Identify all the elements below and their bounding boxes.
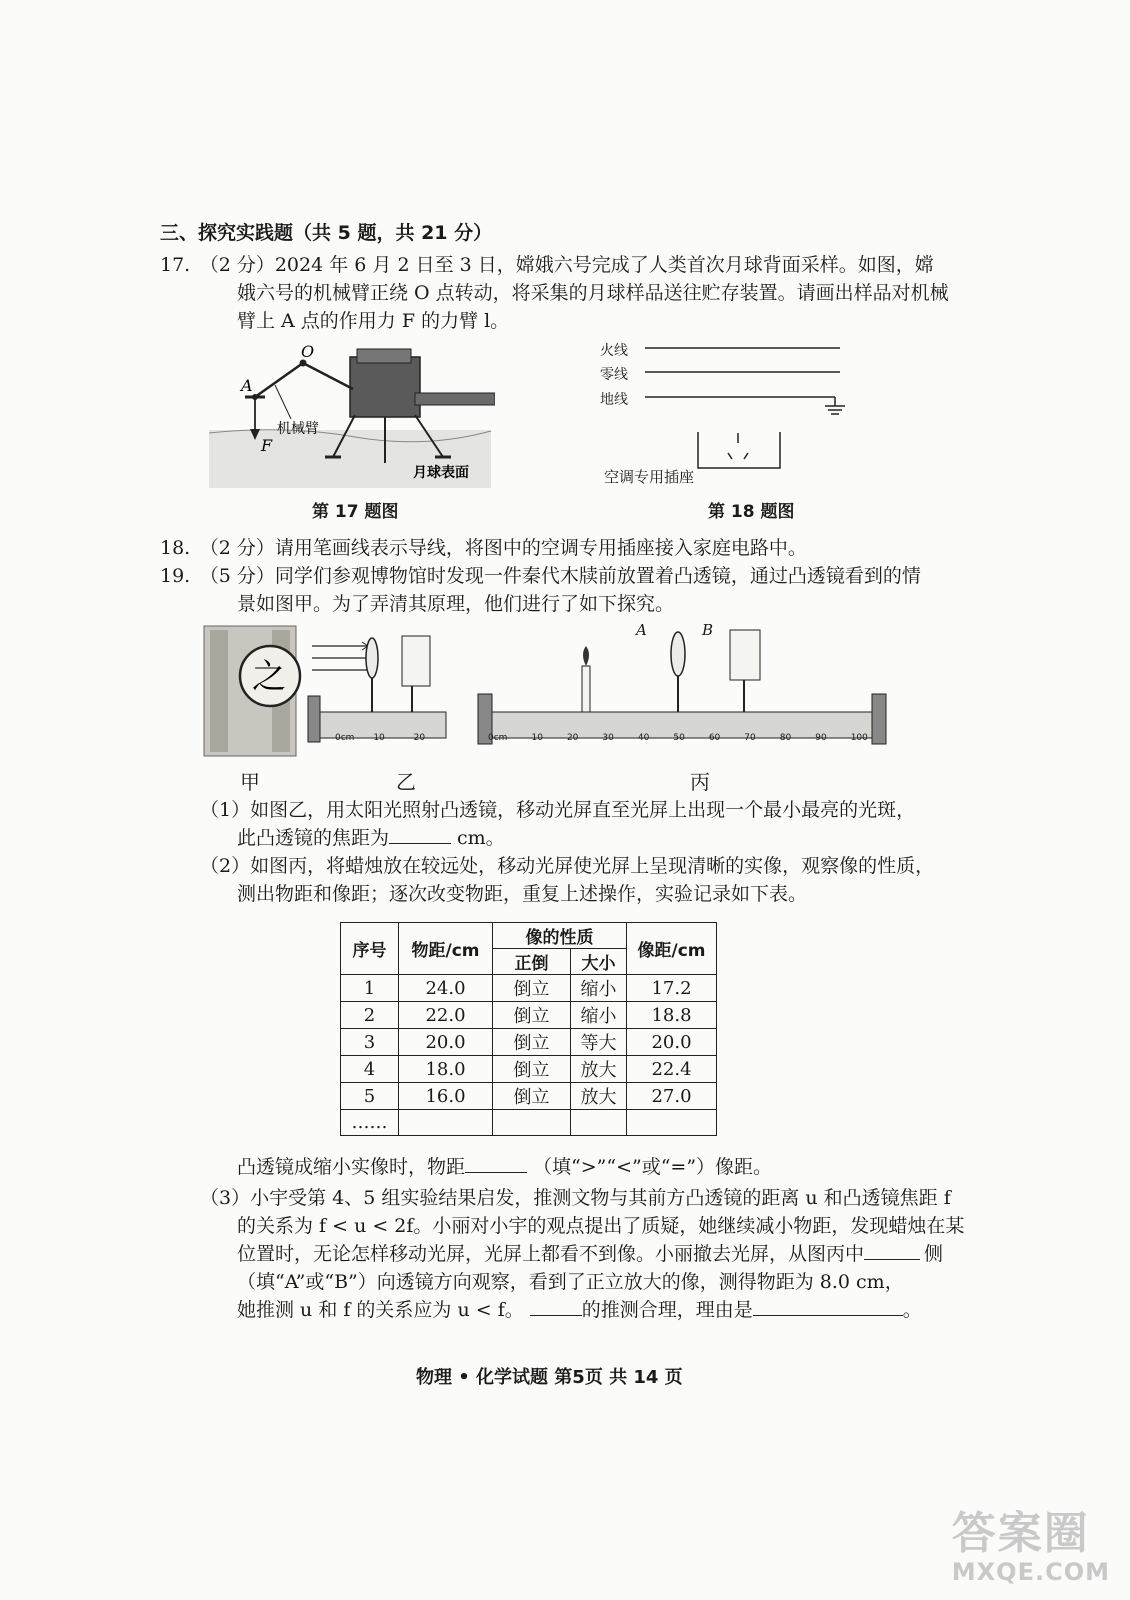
q19-part3-line-1: （3）小宇受第 4、5 组实验结果启发，推测文物与其前方凸透镜的距离 u 和凸透镜焦距 f: [200, 1187, 951, 1209]
label-bing: 丙: [690, 770, 710, 794]
screen-yi: [402, 636, 430, 686]
reason-blank[interactable]: [753, 1297, 903, 1316]
magnified-character: 之: [252, 657, 286, 697]
side-blank[interactable]: [864, 1241, 920, 1260]
label-f: F: [261, 436, 273, 455]
table-row: 2 22.0 倒立 缩小 18.8: [341, 1002, 717, 1029]
compare-blank[interactable]: [465, 1154, 527, 1173]
q19-part2-after: 凸透镜成缩小实像时，物距 （填“>”“<”或“=”）像距。: [237, 1156, 773, 1178]
q17-line-2: 娥六号的机械臂正绕 O 点转动，将采集的月球样品送往贮存装置。请画出样品对机械: [237, 282, 949, 304]
lens-experiment-figure: [200, 620, 910, 770]
label-a: A: [241, 376, 253, 395]
header-orientation: 正倒: [493, 949, 571, 975]
q19-part3-line-3: 位置时，无论怎样移动光屏，光屏上都看不到像。小丽撤去光屏，从图丙中 侧: [237, 1243, 944, 1265]
q17-line-1: 17. （2 分）2024 年 6 月 2 日至 3 日，嫦娥六号完成了人类首次月球背面采样。如图，嫦: [160, 254, 934, 276]
q19-part1-line-1: （1）如图乙，用太阳光照射凸透镜，移动光屏直至光屏上出现一个最小最亮的光斑，: [200, 799, 916, 821]
q18-neutral-label: 零线: [600, 367, 628, 383]
figure-yi: [308, 636, 446, 742]
fig18-caption: 第 18 题图: [708, 502, 795, 522]
convex-lens-yi: [366, 638, 378, 678]
fig17-caption: 第 17 题图: [312, 502, 399, 522]
q19-part3-line-4: （填“A”或“B”）向透镜方向观察，看到了正立放大的像，测得物距为 8.0 cm，: [237, 1271, 904, 1293]
point-a: [252, 394, 258, 400]
q17-line-3: 臂上 A 点的作用力 F 的力臂 l。: [237, 310, 510, 332]
label-side-a: A: [636, 621, 647, 639]
table-row: 3 20.0 倒立 等大 20.0: [341, 1029, 717, 1056]
header-image-distance: 像距/cm: [627, 923, 717, 975]
lander-figure: [205, 345, 495, 490]
question-18: 18. （2 分）请用笔画线表示导线，将图中的空调专用插座接入家庭电路中。: [160, 537, 807, 559]
q19-part2-line-2: 测出物距和像距；逐次改变物距，重复上述操作，实验记录如下表。: [237, 883, 808, 905]
header-no: 序号: [341, 923, 399, 975]
label-jia: 甲: [240, 770, 260, 794]
candle: [582, 666, 590, 712]
screen-bing: [730, 630, 760, 680]
header-object-distance: 物距/cm: [399, 923, 493, 975]
header-image-nature: 像的性质: [493, 923, 627, 949]
label-side-b: B: [702, 621, 714, 639]
label-surface: 月球表面: [413, 465, 469, 481]
page-footer: 物理 • 化学试题 第5页 共 14 页: [416, 1367, 683, 1388]
q19-part3-line-5: 她推测 u 和 f 的关系应为 u < f。 的推测合理，理由是 。: [237, 1299, 922, 1321]
table-row: ……: [341, 1110, 717, 1136]
figure-bing: [478, 630, 886, 744]
flame-icon: [583, 646, 589, 666]
q19-part1-line-2: 此凸透镜的焦距为 cm。: [237, 827, 505, 849]
ground-icon: [825, 397, 845, 414]
q18-ground-label: 地线: [600, 392, 628, 408]
who-blank[interactable]: [530, 1297, 582, 1316]
section-title: 三、探究实践题（共 5 题，共 21 分）: [160, 222, 493, 244]
experiment-table: [340, 922, 717, 1136]
header-size: 大小: [571, 949, 627, 975]
socket-icon: [698, 432, 780, 468]
label-arm: 机械臂: [277, 421, 319, 437]
q19-part3-line-2: 的关系为 f < u < 2f。小丽对小宇的观点提出了质疑，她继续减小物距，发现蜡烛在某: [237, 1215, 965, 1237]
q19-line-2: 景如图甲。为了弄清其原理，他们进行了如下探究。: [237, 593, 675, 615]
figure-jia-photo: [204, 626, 300, 756]
table-row: 5 16.0 倒立 放大 27.0: [341, 1083, 717, 1110]
convex-lens-bing: [671, 632, 685, 676]
q18-live-label: 火线: [600, 343, 628, 359]
label-o: O: [301, 345, 315, 361]
table-row: 1 24.0 倒立 缩小 17.2: [341, 975, 717, 1002]
q18-socket-label: 空调专用插座: [604, 468, 695, 486]
watermark-logo: 答案圈 MXQE.COM: [951, 1508, 1110, 1586]
ruler-yi: 0cm 10 20: [335, 733, 426, 743]
q19-part2-line-1: （2）如图丙，将蜡烛放在较远处，移动光屏使光屏上呈现清晰的实像，观察像的性质，: [200, 855, 935, 877]
focal-length-blank[interactable]: [389, 825, 451, 844]
ruler-bing: 0cm 10 20 30 40 50 60 70 80 90 100: [488, 733, 868, 743]
label-yi: 乙: [396, 770, 416, 794]
q19-line-1: 19. （5 分）同学们参观博物馆时发现一件秦代木牍前放置着凸透镜，通过凸透镜看到的情: [160, 565, 921, 587]
table-row: 4 18.0 倒立 放大 22.4: [341, 1056, 717, 1083]
